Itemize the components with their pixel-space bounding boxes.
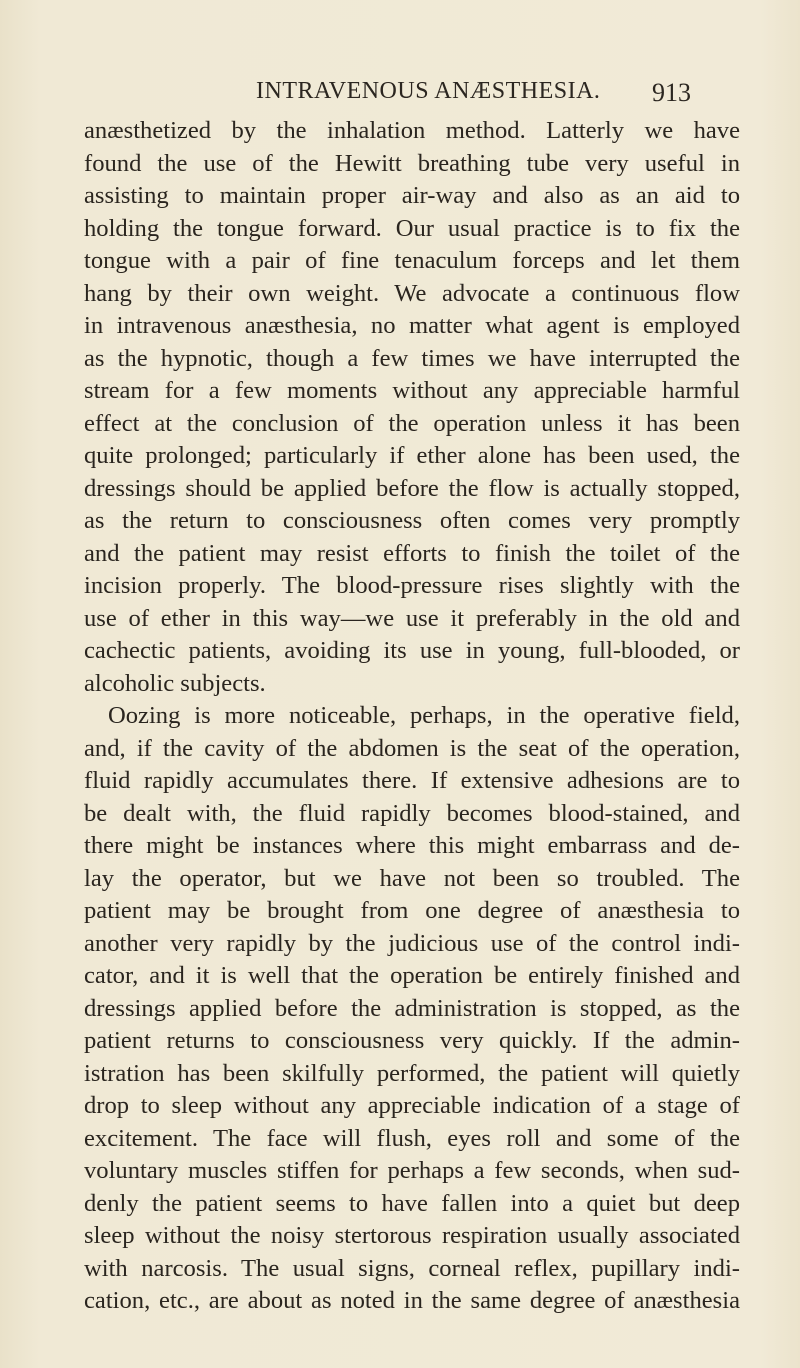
- text-line: and the patient may resist efforts to finish the toilet of the: [84, 539, 740, 567]
- text-line: incision properly. The blood-pressure rises slightly with the: [84, 572, 740, 599]
- text-line: holding the tongue forward. Our usual practice is to fix the: [84, 214, 740, 242]
- running-head-title: INTRAVENOUS ANÆSTHESIA.: [256, 78, 601, 104]
- text-line: anæsthetized by the inhalation method. Latterly we have: [84, 117, 740, 144]
- text-line: voluntary muscles stiffen for perhaps a few seconds, when sud-: [84, 1157, 740, 1184]
- text-line: istration has been skilfully performed, the patient will quietly: [84, 1059, 740, 1087]
- text-line: as the return to consciousness often comes very promptly: [84, 507, 740, 534]
- text-line: be dealt with, the fluid rapidly becomes blood-stained, and: [84, 799, 740, 827]
- text-line: with narcosis. The usual signs, corneal reflex, pupillary indi-: [84, 1254, 740, 1282]
- text-line: there might be instances where this might embarrass and de-: [84, 832, 740, 859]
- text-line: patient may be brought from one degree of anæsthesia to: [84, 897, 740, 924]
- text-line: fluid rapidly accumulates there. If extensive adhesions are to: [84, 767, 740, 794]
- text-line: cator, and it is well that the operation be entirely finished and: [84, 962, 740, 989]
- text-line: Oozing is more noticeable, perhaps, in the operative field,: [108, 702, 740, 729]
- text-line: dressings should be applied before the flow is actually stopped,: [84, 474, 740, 502]
- text-line: found the use of the Hewitt breathing tube very useful in: [84, 149, 740, 177]
- text-line: denly the patient seems to have fallen into a quiet but deep: [84, 1189, 740, 1217]
- text-line: quite prolonged; particularly if ether alone has been used, the: [84, 442, 740, 469]
- text-line: effect at the conclusion of the operation unless it has been: [84, 409, 740, 437]
- paragraph-1: [84, 115, 740, 700]
- text-line: drop to sleep without any appreciable indication of a stage of: [84, 1092, 740, 1119]
- text-line: sleep without the noisy stertorous respiration usually associated: [84, 1222, 740, 1249]
- text-line: tongue with a pair of fine tenaculum forceps and let them: [84, 247, 740, 274]
- running-head: [0, 72, 800, 112]
- text-line: excitement. The face will flush, eyes roll and some of the: [84, 1124, 740, 1152]
- body-text: [84, 115, 740, 1318]
- text-line: stream for a few moments without any appreciable harmful: [84, 377, 740, 404]
- text-line: dressings applied before the administration is stopped, as the: [84, 994, 740, 1022]
- text-line: cachectic patients, avoiding its use in young, full-blooded, or: [84, 637, 740, 664]
- text-line: hang by their own weight. We advocate a continuous flow: [84, 279, 740, 307]
- text-line: use of ether in this way—we use it preferably in the old and: [84, 604, 740, 632]
- page-number: 913: [652, 78, 691, 107]
- text-line: lay the operator, but we have not been so troubled. The: [84, 864, 740, 892]
- text-line: as the hypnotic, though a few times we have interrupted the: [84, 344, 740, 372]
- text-line: and, if the cavity of the abdomen is the seat of the operation,: [84, 734, 740, 762]
- text-line: another very rapidly by the judicious use of the control indi-: [84, 929, 740, 957]
- text-line: in intravenous anæsthesia, no matter what agent is employed: [84, 312, 740, 339]
- text-line: assisting to maintain proper air-way and also as an aid to: [84, 182, 740, 209]
- text-line: cation, etc., are about as noted in the same degree of anæsthesia: [84, 1287, 740, 1314]
- paragraph-2: [84, 700, 740, 1318]
- text-line: alcoholic subjects.: [84, 669, 266, 697]
- text-line: patient returns to consciousness very quickly. If the admin-: [84, 1027, 740, 1054]
